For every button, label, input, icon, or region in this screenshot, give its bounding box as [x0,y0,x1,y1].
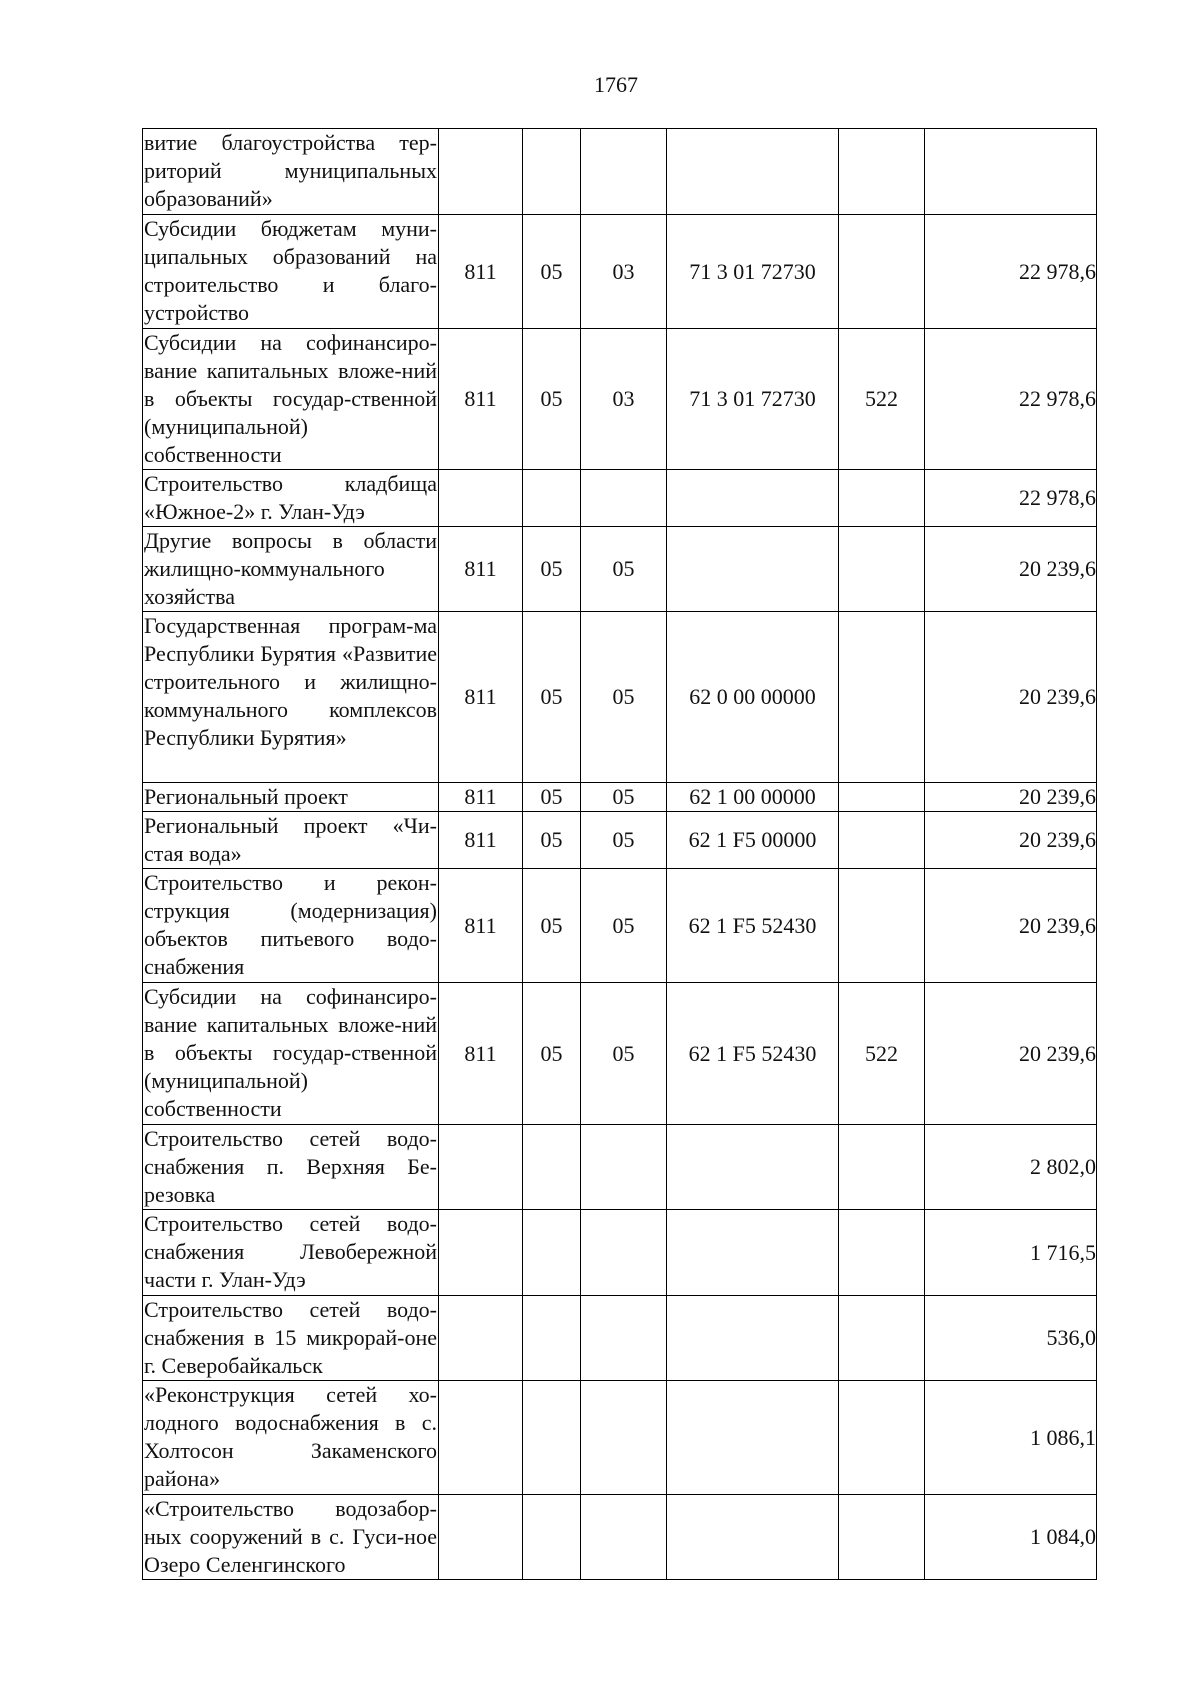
grbs-code-cell: 811 [439,812,523,869]
grbs-code-cell [439,1296,523,1381]
row-name-cell: «Строительство водозабор-ных сооружений в с. Гуси-ное Озеро Селенгинского [143,1495,439,1580]
row-name-cell: Региональный проект «Чи-стая вода» [143,812,439,869]
target-article-cell: 62 0 00 00000 [667,612,839,783]
table-row [143,869,1097,983]
subsection-code-cell [581,1381,667,1495]
subsection-code-cell: 05 [581,783,667,812]
section-code-cell: 05 [523,983,581,1125]
table-row [143,1210,1097,1296]
expense-type-cell [839,812,925,869]
amount-cell: 1 084,0 [925,1495,1097,1580]
expense-type-cell [839,1125,925,1210]
expense-type-cell [839,1296,925,1381]
row-name-cell: Субсидии на софинансиро-вание капитальных вложе-ний в объекты государ-ственной (муниципальной) собственности [143,983,439,1125]
section-code-cell: 05 [523,215,581,329]
subsection-code-cell: 03 [581,215,667,329]
subsection-code-cell [581,470,667,527]
expense-type-cell: 522 [839,329,925,470]
target-article-cell [667,470,839,527]
grbs-code-cell: 811 [439,527,523,612]
subsection-code-cell: 05 [581,812,667,869]
table-row [143,983,1097,1125]
table-row [143,1125,1097,1210]
row-name-cell: «Реконструкция сетей хо-лодного водоснабжения в с. Холтосон Закаменского района» [143,1381,439,1495]
target-article-cell [667,1495,839,1580]
table-row [143,783,1097,812]
amount-cell: 2 802,0 [925,1125,1097,1210]
target-article-cell [667,1381,839,1495]
subsection-code-cell [581,1296,667,1381]
table-row [143,1495,1097,1580]
section-code-cell [523,1495,581,1580]
grbs-code-cell: 811 [439,783,523,812]
table-row [143,1381,1097,1495]
row-name-cell: Субсидии на софинансиро-вание капитальных вложе-ний в объекты государ-ственной (муниципальной) собственности [143,329,439,470]
table-row [143,612,1097,783]
row-name-cell: Другие вопросы в области жилищно-коммунального хозяйства [143,527,439,612]
amount-cell [925,129,1097,215]
row-name-cell: Строительство сетей водо-снабжения в 15 микрорай-оне г. Северобайкальск [143,1296,439,1381]
target-article-cell: 62 1 F5 00000 [667,812,839,869]
row-name-cell: Строительство и рекон-струкция (модернизация) объектов питьевого водо-снабжения [143,869,439,983]
subsection-code-cell [581,1210,667,1296]
amount-cell: 20 239,6 [925,783,1097,812]
section-code-cell [523,129,581,215]
amount-cell: 20 239,6 [925,612,1097,783]
target-article-cell [667,1125,839,1210]
section-code-cell: 05 [523,783,581,812]
section-code-cell: 05 [523,612,581,783]
subsection-code-cell [581,1125,667,1210]
grbs-code-cell [439,1495,523,1580]
row-name-cell: Строительство кладбища «Южное-2» г. Улан-Удэ [143,470,439,527]
row-name-cell: Региональный проект [143,783,439,812]
amount-cell: 22 978,6 [925,215,1097,329]
expense-type-cell [839,612,925,783]
amount-cell: 20 239,6 [925,983,1097,1125]
amount-cell: 1 716,5 [925,1210,1097,1296]
subsection-code-cell [581,1495,667,1580]
grbs-code-cell: 811 [439,329,523,470]
subsection-code-cell: 05 [581,983,667,1125]
budget-table [142,128,1097,1580]
target-article-cell [667,527,839,612]
grbs-code-cell [439,1125,523,1210]
subsection-code-cell [581,129,667,215]
table-row [143,329,1097,470]
grbs-code-cell [439,129,523,215]
amount-cell: 1 086,1 [925,1381,1097,1495]
row-name-cell: Субсидии бюджетам муни-ципальных образований на строительство и благо-устройство [143,215,439,329]
section-code-cell [523,470,581,527]
table-row [143,215,1097,329]
table-row [143,470,1097,527]
expense-type-cell: 522 [839,983,925,1125]
grbs-code-cell: 811 [439,983,523,1125]
grbs-code-cell: 811 [439,869,523,983]
expense-type-cell [839,470,925,527]
section-code-cell: 05 [523,869,581,983]
expense-type-cell [839,1210,925,1296]
expense-type-cell [839,1381,925,1495]
target-article-cell [667,129,839,215]
row-name-cell: Строительство сетей водо-снабжения Левобережной части г. Улан-Удэ [143,1210,439,1296]
table-row [143,527,1097,612]
subsection-code-cell: 05 [581,527,667,612]
row-name-cell: Государственная програм-ма Республики Бурятия «Развитие строительного и жилищно-коммунального комплексов Республики Бурятия» [143,612,439,783]
amount-cell: 22 978,6 [925,470,1097,527]
subsection-code-cell: 05 [581,869,667,983]
table-row [143,812,1097,869]
expense-type-cell [839,527,925,612]
grbs-code-cell: 811 [439,215,523,329]
grbs-code-cell: 811 [439,612,523,783]
subsection-code-cell: 05 [581,612,667,783]
expense-type-cell [839,129,925,215]
table-body [143,129,1097,1580]
section-code-cell [523,1125,581,1210]
target-article-cell: 71 3 01 72730 [667,329,839,470]
section-code-cell [523,1296,581,1381]
section-code-cell: 05 [523,329,581,470]
target-article-cell: 62 1 00 00000 [667,783,839,812]
grbs-code-cell [439,470,523,527]
grbs-code-cell [439,1381,523,1495]
page-number: 1767 [594,72,638,97]
expense-type-cell [839,869,925,983]
expense-type-cell [839,1495,925,1580]
amount-cell: 20 239,6 [925,527,1097,612]
amount-cell: 20 239,6 [925,812,1097,869]
target-article-cell: 71 3 01 72730 [667,215,839,329]
table-row [143,129,1097,215]
expense-type-cell [839,783,925,812]
subsection-code-cell: 03 [581,329,667,470]
target-article-cell: 62 1 F5 52430 [667,983,839,1125]
row-name-cell: витие благоустройства тер-риторий муниципальных образований» [143,129,439,215]
amount-cell: 536,0 [925,1296,1097,1381]
table-row [143,1296,1097,1381]
target-article-cell: 62 1 F5 52430 [667,869,839,983]
section-code-cell [523,1381,581,1495]
target-article-cell [667,1296,839,1381]
row-name-cell: Строительство сетей водо-снабжения п. Верхняя Бе-резовка [143,1125,439,1210]
amount-cell: 22 978,6 [925,329,1097,470]
section-code-cell: 05 [523,812,581,869]
section-code-cell: 05 [523,527,581,612]
grbs-code-cell [439,1210,523,1296]
expense-type-cell [839,215,925,329]
amount-cell: 20 239,6 [925,869,1097,983]
section-code-cell [523,1210,581,1296]
target-article-cell [667,1210,839,1296]
